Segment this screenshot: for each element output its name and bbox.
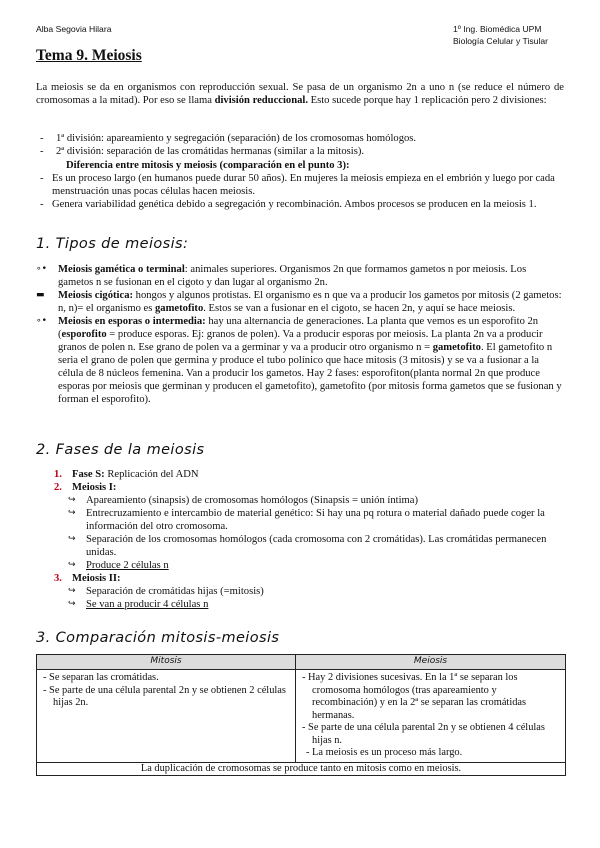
division-list: [36, 132, 564, 158]
header-author: Alba Segovia Hilara: [36, 24, 112, 34]
phases-list: [36, 468, 564, 611]
list-item: ↪ Separación de los cromosomas homólogos (cada cromosoma con 2 cromátidas). Las cromátidas permanecen unidas.: [68, 534, 547, 558]
list-item: ↪ Entrecruzamiento e intercambio de material genético: Si hay una pq rotura o material dañado puede coger la información del otro cromosoma.: [68, 508, 545, 532]
bullet-icon: ▬: [36, 290, 45, 300]
intro-paragraph: [36, 81, 564, 107]
section-heading-types: 1. Tipos de meiosis:: [36, 236, 189, 252]
header-course-line2: Biología Celular y Tisular: [452, 36, 548, 46]
table-header-mitosis: Mitosis: [37, 655, 296, 670]
table-header-meiosis: Meiosis: [296, 655, 566, 670]
arrow-icon: ↪: [68, 534, 76, 544]
page-title: Tema 9. Meiosis: [36, 47, 142, 64]
difference-list: [36, 172, 564, 211]
list-item: 1. Fase S: Replicación del ADN: [54, 469, 199, 480]
list-item: ↪ Se van a producir 4 células n: [68, 599, 209, 610]
list-item: - Es un proceso largo (en humanos puede durar 50 años). En mujeres la meiosis empieza en el embrión y luego por cada menstruación unas pocas células hacen meiosis.: [36, 172, 564, 198]
types-list: [36, 263, 564, 406]
arrow-icon: ↪: [68, 508, 76, 518]
table-cell-mitosis: - Se separan las cromátidas. - Se parte de una célula parental 2n y se obtienen 2 células hijas 2n.: [37, 670, 296, 763]
intro-text-b: Esto sucede porque hay 1 replicación pero 2 divisiones:: [308, 95, 547, 106]
arrow-icon: ↪: [68, 495, 76, 505]
bullet-icon: ∘•: [36, 264, 47, 274]
intro-bold: división reduccional.: [214, 95, 308, 106]
section-heading-phases: 2. Fases de la meiosis: [36, 442, 205, 458]
list-item: 2. Meiosis I:: [54, 482, 117, 493]
difference-heading: Diferencia entre mitosis y meiosis (comparación en el punto 3):: [66, 160, 350, 171]
section-heading-comparison: 3. Comparación mitosis-meiosis: [36, 630, 280, 646]
list-item: ▬ Meiosis cigótica: hongos y algunos protistas. El organismo es n que va a producir los gametos por mitosis (2 gametos: n, n)= el organismo es gametofito. Estos se van a fusionar en el cigoto, se hacen 2n, y aquí se hace meiosis.: [36, 290, 562, 314]
list-item: - 2ª división: separación de las cromátidas hermanas (similar a la mitosis).: [36, 145, 564, 158]
header-course-line1: 1º Ing. Biomédica UPM: [452, 24, 542, 34]
arrow-icon: ↪: [68, 586, 76, 596]
intro-text-a: La meiosis se da en organismos con reproducción sexual. Se pasa de un organismo 2n a uno n (se reduce el número de cromosomas a la mitad). Por eso se llama: [36, 82, 564, 106]
arrow-icon: ↪: [68, 560, 76, 570]
comparison-table: [36, 654, 566, 776]
list-item: ∘• Meiosis gamética o terminal: animales superiores. Organismos 2n que formamos gametos n por meiosis. Los gametos n se fusionan en el cigoto y dan lugar al organismo 2n.: [36, 264, 527, 288]
list-item: - Genera variabilidad genética debido a segregación y recombinación. Ambos procesos se producen en la meiosis 1.: [36, 198, 564, 211]
table-cell-meiosis: - Hay 2 divisiones sucesivas. En la 1ª se separan los cromosoma homólogos (tras apareamiento y recombinación) y en la 2ª se separan las cromátidas hermanas. - Se parte de una célula parental 2n y se obtienen 4 células hijas n. - La meiosis es un proceso más largo.: [296, 670, 566, 763]
list-item: ∘• Meiosis en esporas o intermedia: hay una alternancia de generaciones. La planta que vemos es un esporofito 2n (esporofito = produce esporas. Ej: granos de polen). Va a producir esporas por meiosis. La planta 2n va a producir granos de polen n. Ese grano de polen va a germinar y va a producir otro organismo n = gametofito. El gametofito n seria el grano de polen que germina y produce el tubo polínico que hace mitosis (3 mitosis) y se va a fusionar a la célula de 8 núcleos femenina. Van a producir los gametos. Hay 2 fases: esporofiton(planta normal 2n que produce esporas por meiosis que germinan y producen el gametofito), gametofito (por mitosis forma gametos que se fusionan y forman el esporofito).: [36, 316, 562, 405]
list-item: - 1ª división: apareamiento y segregación (separación) de los cromosomas homólogos.: [36, 132, 564, 145]
list-item: ↪ Separación de cromátidas hijas (=mitosis): [68, 586, 264, 597]
list-item: ↪ Produce 2 células n: [68, 560, 169, 571]
header-course: [453, 23, 548, 47]
table-footer: La duplicación de cromosomas se produce tanto en mitosis como en meiosis.: [37, 762, 566, 776]
arrow-icon: ↪: [68, 599, 76, 609]
bullet-icon: ∘•: [36, 316, 47, 326]
list-item: ↪ Apareamiento (sinapsis) de cromosomas homólogos (Sinapsis = unión íntima): [68, 495, 418, 506]
list-item: 3. Meiosis II:: [54, 573, 121, 584]
